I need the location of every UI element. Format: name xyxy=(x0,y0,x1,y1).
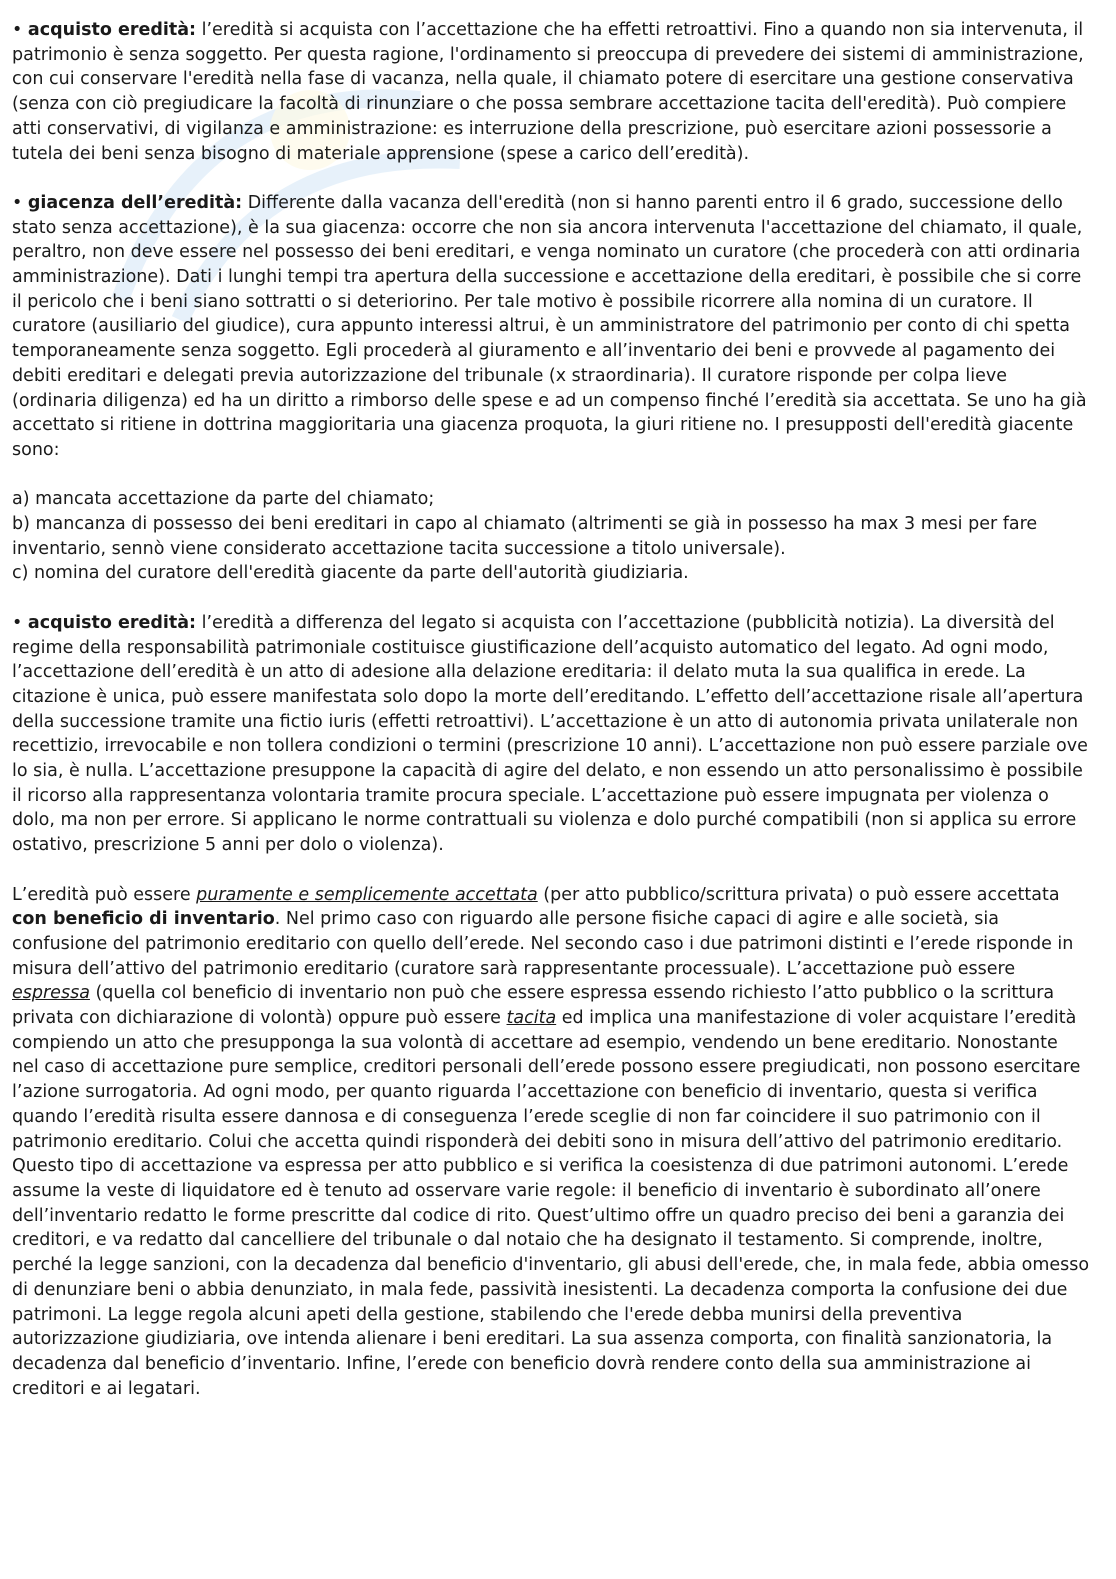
bullet: • xyxy=(12,192,23,213)
list-item-a: a) mancata accettazione da parte del chiamato; xyxy=(12,489,435,510)
text-run: L’eredità può essere xyxy=(12,884,197,905)
section-acquisto-eredita-2 xyxy=(12,611,1090,858)
document-page xyxy=(12,18,1090,1401)
list-item-c: c) nomina del curatore dell'eredità giacente da parte dell'autorità giudiziaria. xyxy=(12,563,689,584)
section-title: giacenza dell’eredità: xyxy=(27,192,243,213)
section-acquisto-eredita-1 xyxy=(12,18,1090,166)
list-item-b: b) mancanza di possesso dei beni ereditari in capo al chiamato (altrimenti se già in possesso ha max 3 mesi per fare inventario, sennò viene considerato accettazione tacita successione a titolo universale). xyxy=(12,514,1038,559)
text-run: . Nel primo caso con riguardo alle persone fisiche capaci di agire e alle società, sia confusione del patrimonio ereditario con quello dell’erede. Nel secondo caso i due patrimoni distinti e l’erede risponde in misura dell’attivo del patrimonio ereditario (curatore sarà rappresentante processuale). L’accettazione può essere xyxy=(12,909,1074,979)
emphasis-text: tacita xyxy=(506,1008,557,1029)
section-body: l’eredità a differenza del legato si acquista con l’accettazione (pubblicità notizia). La diversità del regime della responsabilità patrimoniale costituisce giustificazione dell’acquisto automatico del legato. Ad ogni modo, l’accettazione dell’eredità è un atto di adesione alla delazione ereditaria: il delato muta la sua qualifica in erede. La citazione è unica, può essere manifestata solo dopo la morte dell’ereditando. L’effetto dell’accettazione risale all’apertura della successione tramite una fictio iuris (effetti retroattivi). L’accettazione è un atto di autonomia privata unilaterale non recettizio, irrevocabile e non tollera condizioni o termini (prescrizione 10 anni). L’accettazione non può essere parziale ove lo sia, è nulla. L’accettazione presuppone la capacità di agire del delato, e non essendo un atto personalissimo è possibile il ricorso alla rappresentanza volontaria tramite procura speciale. L’accettazione può essere impugnata per violenza o dolo, ma non per errore. Si applicano le norme contrattuali su violenza e dolo purché compatibili (non si applica su errore ostativo, prescrizione 5 anni per dolo o violenza). xyxy=(12,612,1088,856)
section-accettazione xyxy=(12,883,1090,1402)
text-run: (per atto pubblico/scrittura privata) o può essere accettata xyxy=(537,884,1060,905)
text-run: (quella col beneficio di inventario non può che essere espressa essendo richiesto l’atto pubblico o la scrittura privata con dichiarazione di volontà) oppure può essere xyxy=(12,983,1055,1029)
text-run: ed implica una manifestazione di voler acquistare l’eredità compiendo un atto che presupponga la sua volontà di accettare ad esempio, vendendo un bene ereditario. Nonostante nel caso di accettazione pure semplice, creditori personali dell’erede possono essere pregiudicati, non possono esercitare l’azione surrogatoria. Ad ogni modo, per quanto riguarda l’accettazione con beneficio di inventario, questa si verifica quando l’eredità risulta essere dannosa e di conseguenza l’erede sceglie di non far coincidere il suo patrimonio con il patrimonio ereditario. Colui che accetta quindi risponderà dei debiti sono in misura dell’attivo del patrimonio ereditario. Questo tipo di accettazione va espressa per atto pubblico e si verifica la coesistenza di due patrimoni autonomi. L’erede assume la veste di liquidatore ed è tenuto ad osservare varie regole: il beneficio di inventario è subordinato all’onere dell’inventario redatto le forme prescritte dal codice di rito. Quest’ultimo offre un quadro preciso dei beni a garanzia dei creditori, e va redatto dal cancelliere del tribunale o dal notaio che ha designato il testamento. Si comprende, inoltre, perché la legge sanzioni, con la decadenza dal beneficio d'inventario, gli abusi dell'erede, che, in mala fede, abbia omesso di denunziare beni o abbia denunziato, in mala fede, passività inesistenti. La decadenza comporta la confusione dei due patrimoni. La legge regola alcuni apeti della gestione, stabilendo che l'erede debba munirsi della preventiva autorizzazione giudiziaria, ove intenda alienare i beni ereditari. La sua assenza comporta, con finalità sanzionatoria, la decadenza dal beneficio d’inventario. Infine, l’erede con beneficio dovrà rendere conto della sua amministrazione ai creditori e ai legatari. xyxy=(12,1008,1090,1399)
bullet: • xyxy=(12,612,23,633)
section-body: l’eredità si acquista con l’accettazione che ha effetti retroattivi. Fino a quando non sia intervenuta, il patrimonio è senza soggetto. Per questa ragione, l'ordinamento si preoccupa di prevedere dei sistemi di amministrazione, con cui conservare l'eredità nella fase di vacanza, nella quale, il chiamato potere di esercitare una gestione conservativa (senza con ciò pregiudicare la facoltà di rinunziare o che possa sembrare accettazione tacita dell'eredità). Può compiere atti conservativi, di vigilanza e amministrazione: es interruzione della prescrizione, può esercitare azioni possessorie a tutela dei beni senza bisogno di materiale apprensione (spese a carico dell’eredità). xyxy=(12,20,1084,164)
section-title: acquisto eredità: xyxy=(27,612,197,633)
emphasis-text: espressa xyxy=(12,983,90,1004)
section-giacenza-eredita xyxy=(12,191,1090,463)
section-body: Differente dalla vacanza dell'eredità (non si hanno parenti entro il 6 grado, successione dello stato senza accettazione), è la sua giacenza: occorre che non sia ancora intervenuta l'accettazione del chiamato, il quale, peraltro, non deve essere nel possesso dei beni ereditari, e venga nominato un curatore (che procederà con atti ordinaria amministrazione). Dati i lunghi tempi tra apertura della successione e accettazione della ereditari, è possibile che si corre il pericolo che i beni siano sottratti o si deteriorino. Per tale motivo è possibile ricorrere alla nomina di un curatore. Il curatore (ausiliario del giudice), cura appunto interessi altrui, è un amministratore del patrimonio per conto di chi spetta temporaneamente senza soggetto. Egli procederà al giuramento e all’inventario dei beni e provvede al pagamento dei debiti ereditari e delegati previa autorizzazione del tribunale (x straordinaria). Il curatore risponde per colpa lieve (ordinaria diligenza) ed ha un diritto a rimborso delle spese e ad un compenso finché l’eredità sia accettata. Se uno ha già accettato si ritiene in dottrina maggioritaria una giacenza proquota, la giuri ritiene no. I presupposti dell'eredità giacente sono: xyxy=(12,192,1087,460)
bold-text: con beneficio di inventario xyxy=(12,909,275,930)
section-title: acquisto eredità: xyxy=(27,20,197,40)
emphasis-text: puramente e semplicemente accettata xyxy=(196,884,538,905)
bullet: • xyxy=(12,20,23,40)
